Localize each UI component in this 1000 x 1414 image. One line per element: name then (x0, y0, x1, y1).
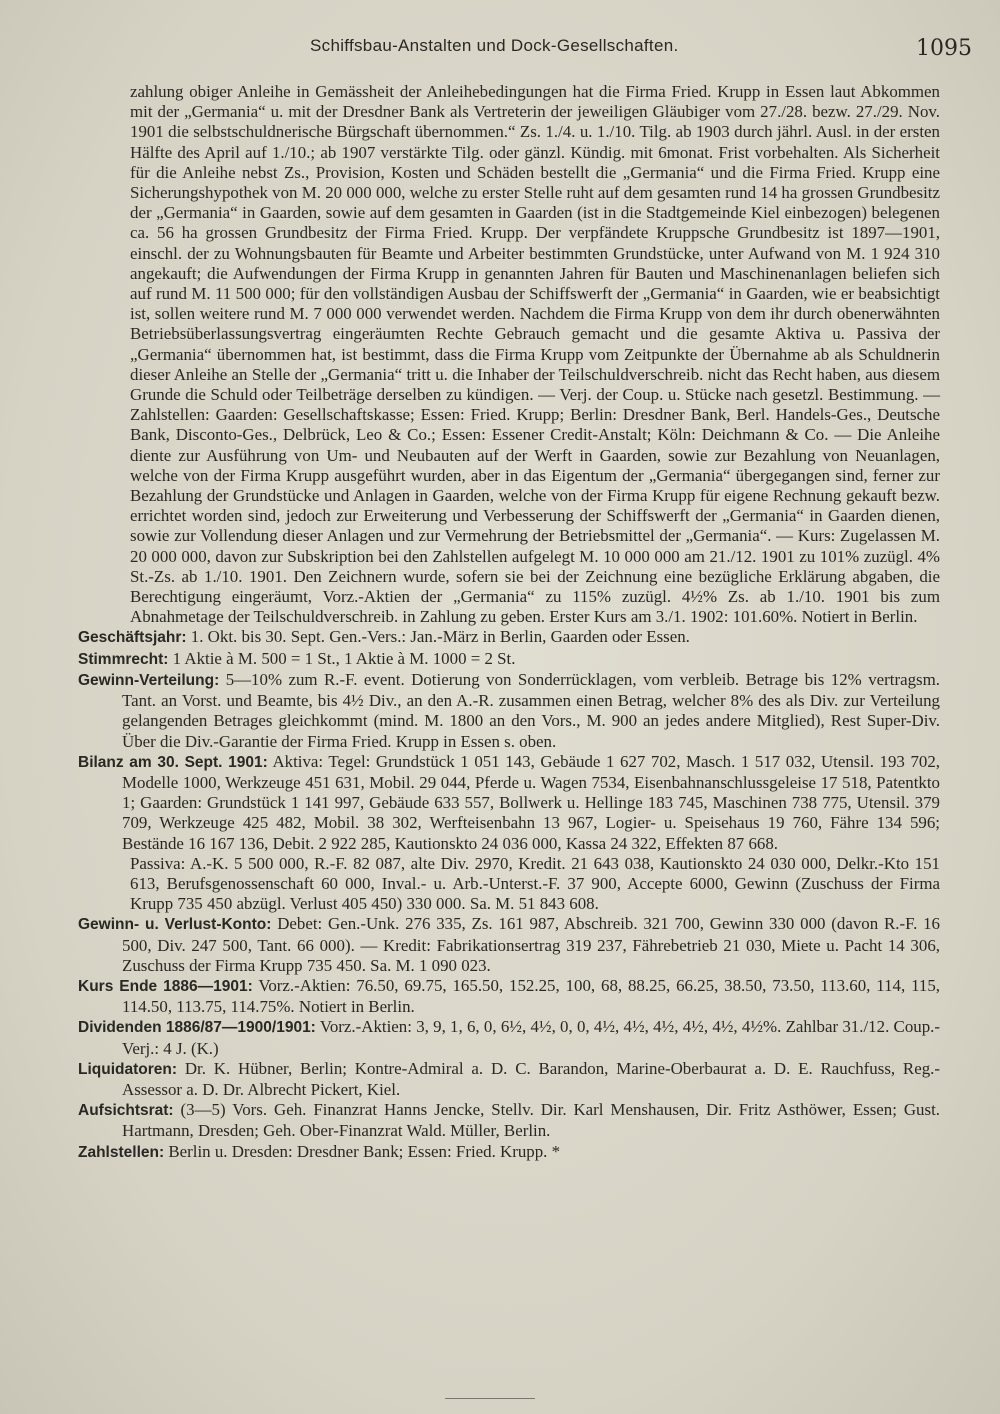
section-label: Bilanz am 30. Sept. 1901: (78, 753, 268, 771)
section-text: 1 Aktie à M. 500 = 1 St., 1 Aktie à M. 1000 = 2 St. (172, 648, 516, 668)
section-label: Dividenden 1886/87—1900/1901: (78, 1019, 316, 1037)
section-text: Berlin u. Dresden: Dresdner Bank; Essen: Fried. Krupp. * (168, 1141, 561, 1161)
section-stimmrecht (78, 649, 940, 670)
section-text: 5—10% zum R.-F. event. Dotierung von Sonderrücklagen, vom verbleib. Betrage bis 12% vertragsm. Tant. an Vorst. und Beamte, bis 4½ Div., an den A.-R. zusammen einen Betrag, welcher 8% des als Div. zur Verteilung gelangenden Betrages gleichkommt (mind. M. 1800 an den Vors., M. 900 an jedes andere Mitglied), Rest Super-Div. Über die Div.-Garantie der Firma Fried. Krupp in Essen s. oben. (122, 669, 940, 751)
section-text: 1. Okt. bis 30. Sept. Gen.-Vers.: Jan.-März in Berlin, Gaarden oder Essen. (190, 627, 690, 647)
section-label: Zahlstellen: (78, 1143, 165, 1161)
section-text: Vorz.-Aktien: 3, 9, 1, 6, 0, 6½, 4½, 0, 0, 4½, 4½, 4½, 4½, 4½, 4½%. Zahlbar 31./12. Coup.-Verj.: 4 J. (K.) (122, 1017, 940, 1058)
section-text: Dr. K. Hübner, Berlin; Kontre-Admiral a. D. C. Barandon, Marine-Oberbaurat a. D. E. Rauchfuss, Reg.-Assessor a. D. Dr. Albrecht Pickert, Kiel. (122, 1058, 940, 1099)
intro-paragraph: zahlung obiger Anleihe in Gemässheit der Anleihebedingungen hat die Firma Fried. Krupp in Essen laut Abkommen mit der „Germania“ u. mit der Dresdner Bank als Vertreterin der jeweiligen Gläubiger vom 27./28. bezw. 27./29. Nov. 1901 die selbstschuldnerische Bürgschaft übernommen.“ Zs. 1./4. u. 1./10. Tilg. ab 1903 durch jährl. Ausl. in der ersten Hälfte des April auf 1./10.; ab 1907 verstärkte Tilg. oder gänzl. Kündig. mit 6monat. Frist vorbehalten. Als Sicherheit für die Anleihe nebst Zs., Provision, Kosten und Schäden bestellt die „Germania“ und die Firma Fried. Krupp eine Sicherungshypothek von M. 20 000 000, welche zu erster Stelle ruht auf dem gesamten rund 14 ha grossen Grundbesitz der „Germania“ in Gaarden, sowie auf dem gesamten in Gaarden (ist in die Stadtgemeinde Kiel einbezogen) belegenen ca. 56 ha grossen Grundbesitz der Firma Fried. Krupp. Der verpfändete Kruppsche Grundbesitz ist 1897—1901, einschl. der zu Wohnungsbauten für Beamte und Arbeiter bestimmten Grundstücke, unter Aufwand von M. 1 924 310 angekauft; die Aufwendungen der Firma Krupp in genannten Jahren für Bauten und Maschinenanlagen beliefen sich auf rund M. 11 500 000; für den vollständigen Ausbau der Schiffswerft der „Germania“ in Gaarden, wie er beabsichtigt ist, sollen weitere rund M. 7 000 000 verwendet werden. Nachdem die Firma Krupp von dem ihr durch obenerwähnten Betriebsüberlassungsvertrag eingeräumten Rechte Gebrauch gemacht und die gesamte Aktiva u. Passiva der „Germania“ übernommen hat, ist bestimmt, dass die Firma Krupp vom Zeitpunkte der Übernahme ab als Schuldnerin dieser Anleihe an Stelle der „Germania“ tritt u. die Inhaber der Teilschuldverschreib. nicht das Recht haben, aus diesem Grunde die Schuld oder Teilbeträge derselben zu kündigen. — Verj. der Coup. u. Stücke nach gesetzl. Bestimmung. — Zahlstellen: Gaarden: Gesellschaftskasse; Essen: Fried. Krupp; Berlin: Dresdner Bank, Berl. Handels-Ges., Deutsche Bank, Disconto-Ges., Delbrück, Leo & Co.; Essen: Essener Credit-Anstalt; Köln: Deichmann & Co. — Die Anleihe diente zur Ausführung von Um- und Neubauten auf der Werft in Gaarden, sowie zur Bezahlung von Neuanlagen, welche von der Firma Krupp ausgeführt wurden, aber in das Eigentum der „Germania“ übergegangen sind, ferner zur Bezahlung der Grundstücke und Anlagen in Gaarden, welche von der Firma Krupp für eigene Rechnung gekauft bezw. errichtet worden sind, jedoch zur Erweiterung und Verbesserung der Schiffswerft der „Germania“ in Gaarden dienen, sowie zur Vollendung dieser Anlagen und zur Vermehrung der Betriebsmittel der „Germania“. — Kurs: Zugelassen M. 20 000 000, davon zur Subskription bei den Zahlstellen aufgelegt M. 10 000 000 am 21./12. 1901 zu 101% zuzügl. 4% St.-Zs. ab 1./10. 1901. Den Zeichnern wurde, sofern sie bei der Zeichnung eine bezügliche Erklärung abgaben, die Berechtigung eingeräumt, Vorz.-Aktien der „Germania“ zu 115% zuzügl. 4½% Zs. ab 1./10. 1901 bis zum Abnahmetage der Teilschuldverschreib. in Zahlung zu geben. Erster Kurs am 3./1. 1902: 101.60%. Notiert in Berlin. (130, 82, 940, 627)
section-text: (3—5) Vors. Geh. Finanzrat Hanns Jencke, Stellv. Dir. Karl Menshausen, Dir. Fritz Asthöwer, Essen; Gust. Hartmann, Dresden; Geh. Ober-Finanzrat Wald. Müller, Berlin. (122, 1100, 940, 1141)
section-label: Gewinn- u. Verlust-Konto: (78, 916, 272, 934)
section-zahlstellen (78, 1142, 940, 1163)
section-label: Gewinn-Verteilung: (78, 671, 220, 689)
section-bilanz-aktiva (78, 752, 940, 854)
running-title: Schiffsbau-Anstalten und Dock-Gesellschaften. (310, 36, 679, 55)
section-label: Stimmrecht: (78, 650, 169, 668)
section-bilanz-passiva (78, 854, 940, 915)
document-body (78, 82, 940, 1163)
page-number: 1095 (916, 36, 972, 61)
section-text: Passiva: A.-K. 5 500 000, R.-F. 82 087, alte Div. 2970, Kredit. 21 643 038, Kautionskto 24 030 000, Delkr.-Kto 151 613, Berufsgenossenschaft 60 000, Inval.- u. Arb.-Unterst.-F. 37 900, Accepte 6000, Gewinn (Zuschuss der Firma Krupp 735 450 abzügl. Verlust 405 450) 330 000. Sa. M. 51 843 608. (130, 853, 940, 914)
section-geschaeftsjahr (78, 627, 940, 648)
page-header (0, 36, 1000, 66)
section-label: Aufsichtsrat: (78, 1102, 174, 1120)
section-gewinn-verteilung (78, 670, 940, 752)
section-text: Aktiva: Tegel: Grundstück 1 051 143, Gebäude 1 627 702, Masch. 1 517 032, Utensil. 193 702, Modelle 1000, Werkzeuge 451 631, Mobil. 29 044, Pferde u. Wagen 7534, Eisenbahnanschlussgeleise 17 518, Patentkto 1; Gaarden: Grundstück 1 141 997, Gebäude 633 557, Bollwerk u. Hellinge 183 745, Maschinen 738 775, Utensil. 379 709, Werkzeuge 425 482, Mobil. 38 302, Werfteisenbahn 13 967, Logier- u. Speisehaus 19 760, Fähre 134 596; Bestände 16 167 136, Debit. 2 922 285, Kautionskto 24 036 000, Kassa 24 322, Effekten 87 668. (122, 751, 941, 853)
section-dividenden (78, 1017, 940, 1058)
section-liquidatoren (78, 1059, 940, 1100)
section-text: Vorz.-Aktien: 76.50, 69.75, 165.50, 152.25, 100, 68, 88.25, 66.25, 38.50, 73.50, 113.60, 114, 115, 114.50, 113.75, 114.75%. Notiert in Berlin. (122, 975, 941, 1017)
footer-rule (445, 1398, 535, 1399)
section-label: Liquidatoren: (78, 1060, 178, 1078)
section-aufsichtsrat (78, 1100, 940, 1141)
section-text: Debet: Gen.-Unk. 276 335, Zs. 161 987, Abschreib. 321 700, Gewinn 330 000 (davon R.-F. 16 500, Div. 247 500, Tant. 66 000). — Kredit: Fabrikationsertrag 319 237, Fährebetrieb 21 030, Miete u. Pacht 14 306, Zuschuss der Firma Krupp 735 450. Sa. M. 1 090 023. (122, 914, 940, 975)
section-label: Kurs Ende 1886—1901: (78, 977, 253, 995)
section-kurs (78, 976, 940, 1017)
section-label: Geschäftsjahr: (78, 629, 187, 647)
section-gewinn-verlust-konto (78, 914, 940, 976)
